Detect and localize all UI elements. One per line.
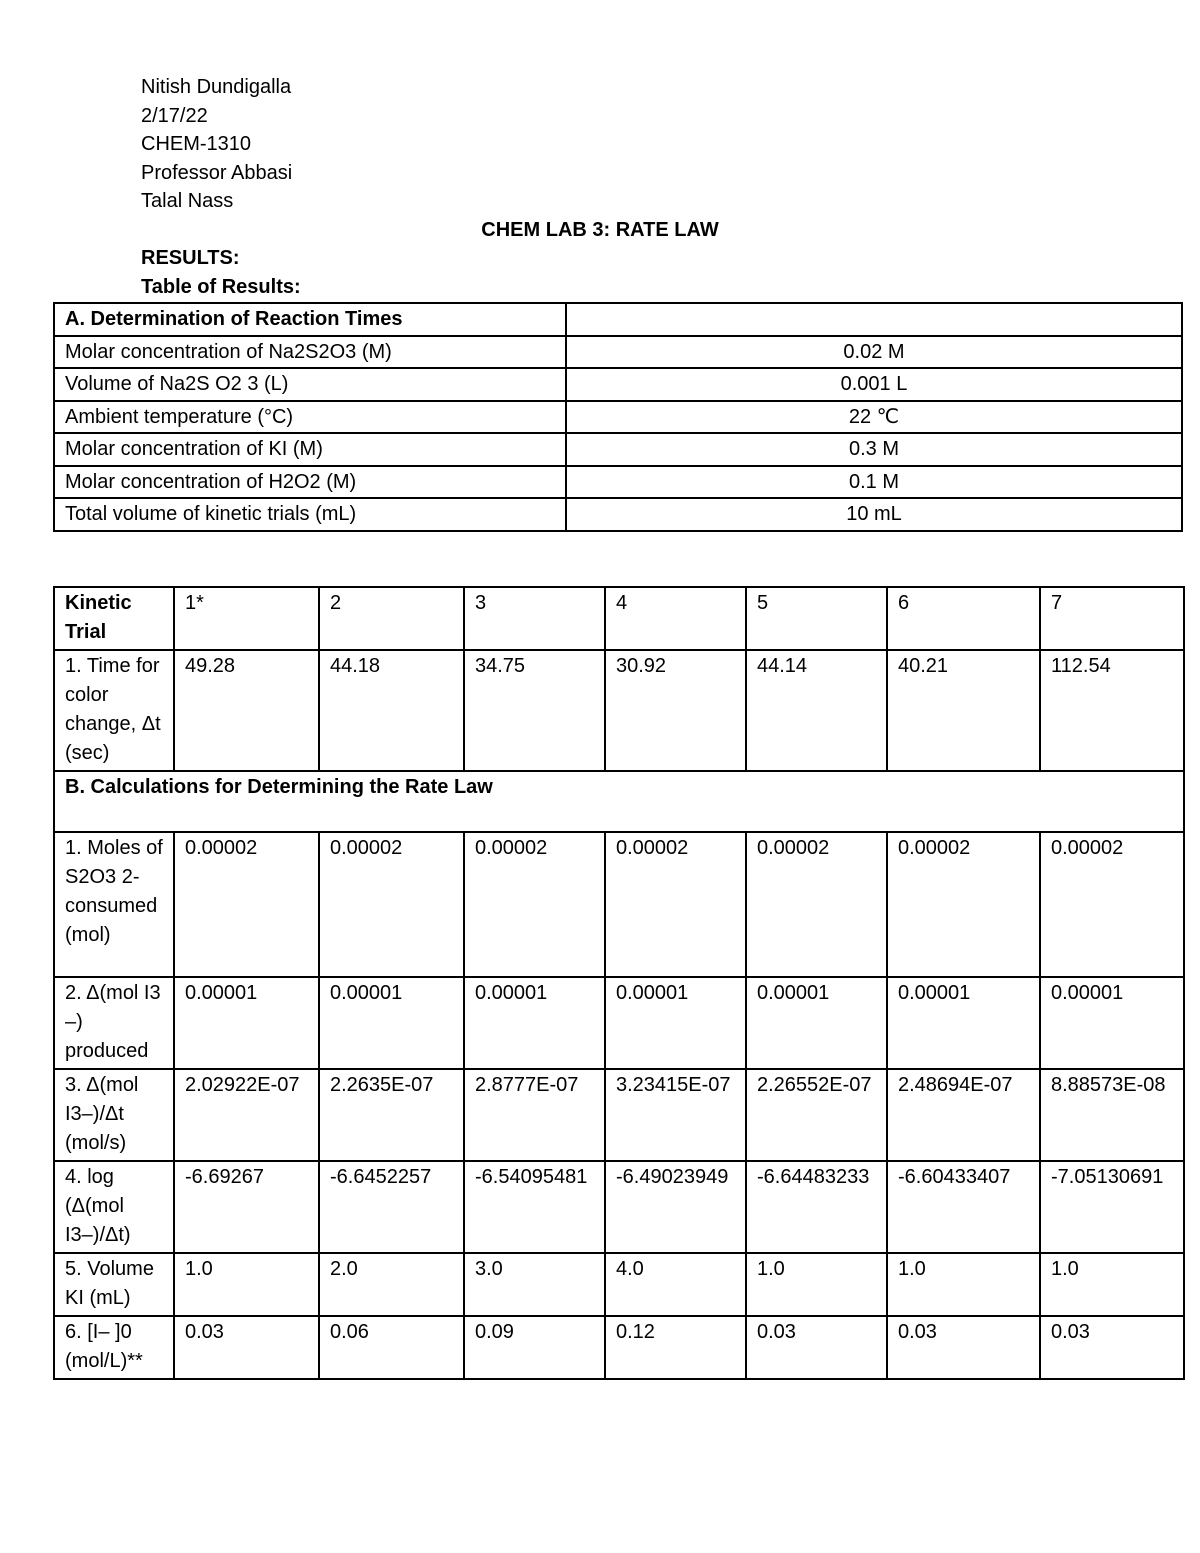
calc-value: 2.48694E-07 [887, 1069, 1040, 1161]
calc-value: 0.00002 [464, 832, 605, 977]
calc-value: 0.03 [1040, 1316, 1184, 1379]
calc-value: 0.09 [464, 1316, 605, 1379]
section-b-heading: B. Calculations for Determining the Rate Law [54, 771, 1184, 832]
table-cell-empty [566, 303, 1182, 336]
calc-value: 0.00001 [605, 977, 746, 1069]
calc-value: 0.00002 [746, 832, 887, 977]
table-row [54, 368, 1182, 401]
calc-label: 2. Δ(mol I3 –) produced [54, 977, 174, 1069]
calc-value: 0.00001 [174, 977, 319, 1069]
time-value: 49.28 [174, 650, 319, 771]
header-block [141, 73, 292, 216]
table-row [54, 1316, 1184, 1379]
trial-number: 2 [319, 587, 464, 650]
trial-number: 5 [746, 587, 887, 650]
table-row [54, 977, 1184, 1069]
table-row [54, 433, 1182, 466]
calc-value: 2.8777E-07 [464, 1069, 605, 1161]
calc-value: 0.03 [174, 1316, 319, 1379]
calc-value: 3.0 [464, 1253, 605, 1316]
table-row-header [54, 587, 1184, 650]
row-value: 0.02 M [566, 336, 1182, 369]
row-value: 10 mL [566, 498, 1182, 531]
professor-name: Professor Abbasi [141, 161, 293, 184]
calc-value: 2.0 [319, 1253, 464, 1316]
table-row [54, 832, 1184, 977]
row-value: 22 ℃ [566, 401, 1182, 434]
calc-value: -6.60433407 [887, 1161, 1040, 1253]
calc-value: 2.26552E-07 [746, 1069, 887, 1161]
row-value: 0.001 L [566, 368, 1182, 401]
table-row [54, 498, 1182, 531]
calc-value: 0.00002 [605, 832, 746, 977]
time-value: 112.54 [1040, 650, 1184, 771]
calc-label: 5. Volume KI (mL) [54, 1253, 174, 1316]
section-a-heading: A. Determination of Reaction Times [54, 303, 566, 336]
calc-value: -6.54095481 [464, 1161, 605, 1253]
calc-value: 0.00002 [1040, 832, 1184, 977]
table-row [54, 401, 1182, 434]
table-row-section [54, 771, 1184, 832]
calc-label: 1. Moles of S2O3 2- consumed (mol) [54, 832, 174, 977]
trial-number: 4 [605, 587, 746, 650]
calc-value: 0.00001 [746, 977, 887, 1069]
trial-number: 7 [1040, 587, 1184, 650]
calc-label: 4. log (Δ(mol I3–)/Δt) [54, 1161, 174, 1253]
calc-value: 3.23415E-07 [605, 1069, 746, 1161]
calc-value: -6.6452257 [319, 1161, 464, 1253]
calc-value: 1.0 [746, 1253, 887, 1316]
time-value: 30.92 [605, 650, 746, 771]
time-value: 40.21 [887, 650, 1040, 771]
calc-value: 1.0 [887, 1253, 1040, 1316]
trial-number: 6 [887, 587, 1040, 650]
table-row [54, 650, 1184, 771]
table-row [54, 303, 1182, 336]
results-label: RESULTS: [141, 247, 240, 269]
time-value: 44.18 [319, 650, 464, 771]
table-row [54, 466, 1182, 499]
row-label: Ambient temperature (°C) [54, 401, 566, 434]
row-label: Volume of Na2S O2 3 (L) [54, 368, 566, 401]
calc-value: 0.03 [746, 1316, 887, 1379]
trial-number: 1* [174, 587, 319, 650]
time-value: 44.14 [746, 650, 887, 771]
author-name: Nitish Dundigalla [141, 76, 292, 98]
reaction-times-table [53, 302, 1183, 532]
calc-value: -7.05130691 [1040, 1161, 1184, 1253]
calc-value: 0.00001 [887, 977, 1040, 1069]
results-heading-block [141, 244, 301, 302]
row-label: Molar concentration of Na2S2O3 (M) [54, 336, 566, 369]
row-label: Molar concentration of H2O2 (M) [54, 466, 566, 499]
table-row [54, 1253, 1184, 1316]
calc-value: 0.00002 [887, 832, 1040, 977]
kinetic-trial-label: Kinetic Trial [54, 587, 174, 650]
table-label: Table of Results: [141, 276, 301, 298]
calc-value: 0.00002 [319, 832, 464, 977]
calc-value: 0.03 [887, 1316, 1040, 1379]
calc-value: 0.00001 [464, 977, 605, 1069]
calc-value: -6.64483233 [746, 1161, 887, 1253]
calc-value: 8.88573E-08 [1040, 1069, 1184, 1161]
calc-value: -6.69267 [174, 1161, 319, 1253]
calc-label: 3. Δ(mol I3–)/Δt (mol/s) [54, 1069, 174, 1161]
calc-value: 1.0 [174, 1253, 319, 1316]
row-value: 0.1 M [566, 466, 1182, 499]
table-row [54, 1161, 1184, 1253]
row-value: 0.3 M [566, 433, 1182, 466]
calc-value: -6.49023949 [605, 1161, 746, 1253]
course-code: CHEM-1310 [141, 133, 252, 155]
calc-value: 0.06 [319, 1316, 464, 1379]
calc-value: 0.00001 [1040, 977, 1184, 1069]
partner-name: Talal Nass [141, 190, 234, 212]
calc-label: 6. [I– ]0 (mol/L)** [54, 1316, 174, 1379]
trial-number: 3 [464, 587, 605, 650]
time-value: 34.75 [464, 650, 605, 771]
calc-value: 2.2635E-07 [319, 1069, 464, 1161]
kinetic-trials-table [53, 586, 1185, 1380]
document-title: CHEM LAB 3: RATE LAW [481, 219, 719, 241]
calc-value: 2.02922E-07 [174, 1069, 319, 1161]
row-label: Molar concentration of KI (M) [54, 433, 566, 466]
report-date: 2/17/22 [141, 104, 208, 127]
calc-value: 0.00002 [174, 832, 319, 977]
calc-value: 0.00001 [319, 977, 464, 1069]
row-label: Total volume of kinetic trials (mL) [54, 498, 566, 531]
table-row [54, 336, 1182, 369]
calc-value: 0.12 [605, 1316, 746, 1379]
calc-value: 1.0 [1040, 1253, 1184, 1316]
time-label: 1. Time for color change, Δt (sec) [54, 650, 174, 771]
calc-value: 4.0 [605, 1253, 746, 1316]
table-row [54, 1069, 1184, 1161]
